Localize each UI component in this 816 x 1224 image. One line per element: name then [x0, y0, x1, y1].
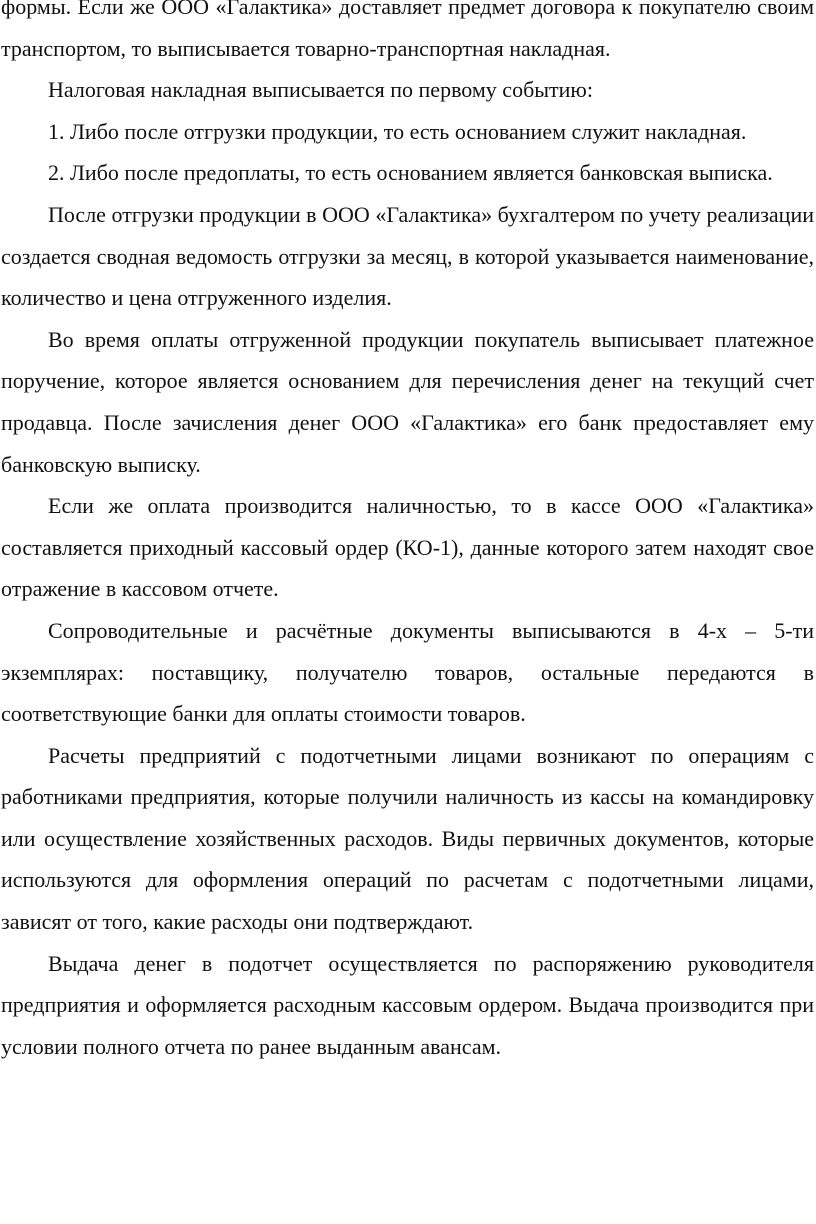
- paragraph-payment-order: Во время оплаты отгруженной продукции покупатель выписывает платежное поручение, которое является основанием для перечисления денег на текущий счет продавца. После зачисления денег ООО «Галактика» его банк предоставляет ему банковскую выписку.: [1, 326, 814, 477]
- list-item-1: 1. Либо после отгрузки продукции, то есть основанием служит накладная.: [48, 118, 747, 144]
- paragraph-accountable-persons: Расчеты предприятий с подотчетными лицами возникают по операциям с работниками предприятия, которые получили наличность из кассы на командировку или осуществление хозяйственных расходов. Виды первичных документов, которые используются для оформления операций по расчетам с подотчетными лицами, зависят от того, какие расходы они подтверждают.: [1, 742, 814, 935]
- paragraph-shipment-summary: После отгрузки продукции в ООО «Галактика» бухгалтером по учету реализации создается сводная ведомость отгрузки за месяц, в которой указывается наименование, количество и цена отгруженного изделия.: [1, 201, 814, 311]
- paragraph-document-copies: Сопроводительные и расчётные документы выписываются в 4-х – 5-ти экземплярах: поставщику, получателю товаров, остальные передаются в соответствующие банки для оплаты стоимости товаров.: [1, 617, 814, 727]
- paragraph-cash-payment: Если же оплата производится наличностью, то в кассе ООО «Галактика» составляется приходный кассовый ордер (КО-1), данные которого затем находят свое отражение в кассовом отчете.: [1, 493, 814, 602]
- paragraph-continuation: формы. Если же ООО «Галактика» доставляет предмет договора к покупателю своим транспортом, то выписывается товарно-транспортная накладная.: [1, 0, 814, 61]
- paragraph-cash-advance: Выдача денег в подотчет осуществляется по распоряжению руководителя предприятия и оформляется расходным кассовым ордером. Выдача производится при условии полного отчета по ранее выданным авансам.: [1, 950, 814, 1059]
- paragraph-tax-invoice-intro: Налоговая накладная выписывается по первому событию:: [48, 77, 593, 103]
- list-item-2: 2. Либо после предоплаты, то есть основанием является банковская выписка.: [48, 160, 773, 186]
